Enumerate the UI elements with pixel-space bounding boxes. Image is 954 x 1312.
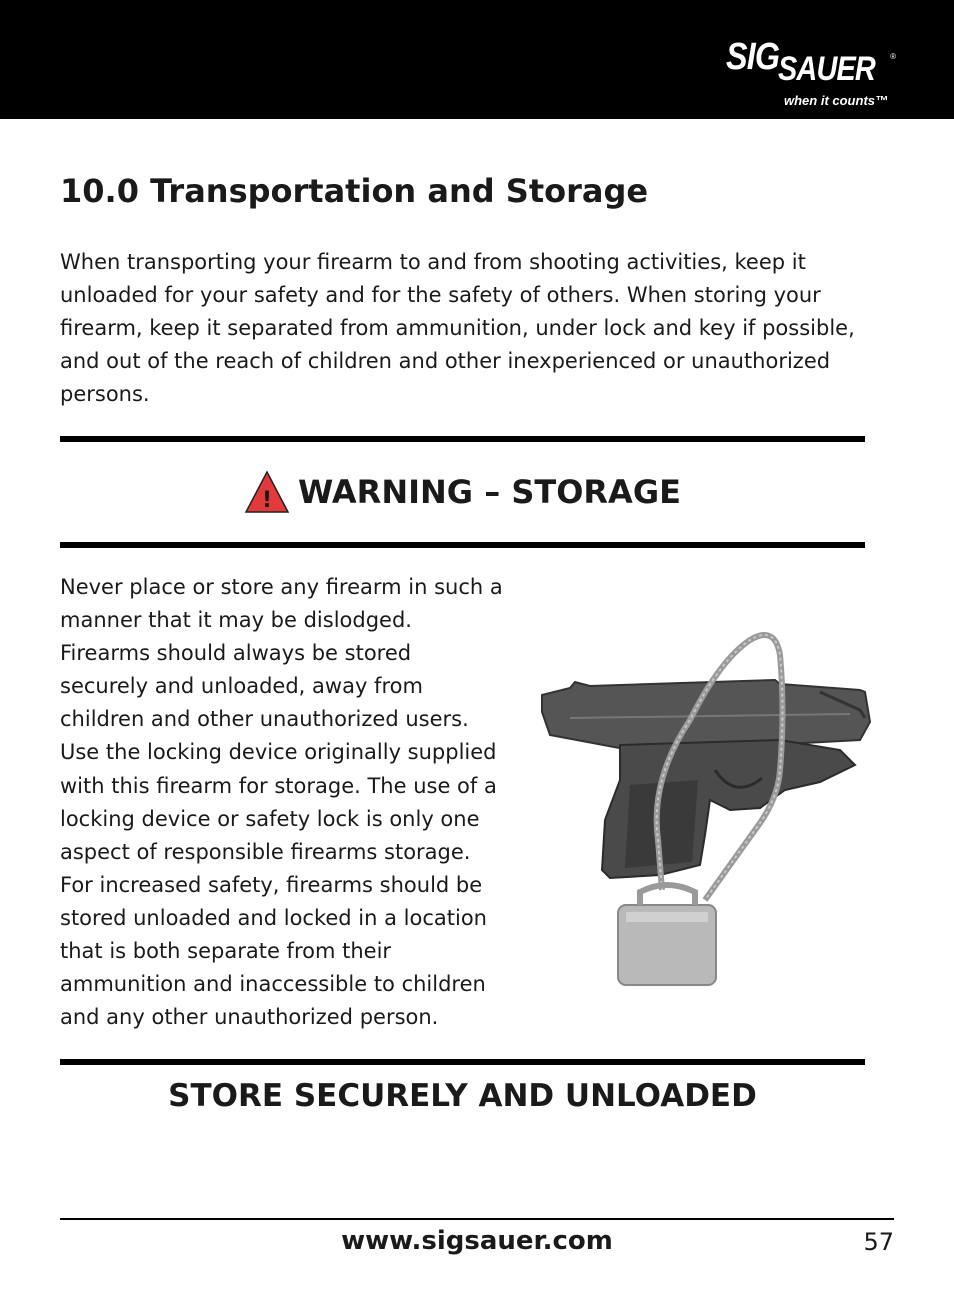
divider-bottom xyxy=(60,1059,865,1065)
page-number: 57 xyxy=(863,1228,894,1256)
intro-paragraph: When transporting your firearm to and from shooting activities, keep it unloaded for your safety and for the safety of others. When storing your firearm, keep it separated from ammunition, under lock and key if possible, and out of the reach of children and other inexperienced or unauthorized persons. xyxy=(60,250,855,406)
sig-sauer-logo xyxy=(726,36,896,108)
pistol-cable-lock-image xyxy=(530,600,880,1000)
footer-rule xyxy=(60,1218,894,1220)
warning-heading xyxy=(60,462,865,522)
logo-sig-text: SIG xyxy=(726,36,780,78)
warning-title: WARNING – STORAGE xyxy=(298,473,681,511)
page-header xyxy=(0,0,954,119)
svg-text:!: ! xyxy=(262,488,273,513)
divider-warning xyxy=(60,542,865,548)
warning-body: Never place or store any firearm in such a manner that it may be dislodged. Firearms should always be stored securely and unloaded, away from children and other unauthorized users. Use the locking device originally supplied with this firearm for storage. The use of a locking device or safety lock is only one aspect of responsible firearms storage. For increased safety, firearms should be stored unloaded and locked in a location that is both separate from their ammunition and inaccessible to children and any other unauthorized person. xyxy=(60,575,503,1030)
warning-triangle-icon xyxy=(244,470,290,514)
divider-top xyxy=(60,436,865,442)
logo-registered-mark: ® xyxy=(890,52,896,61)
section-title: 10.0 Transportation and Storage xyxy=(60,172,649,210)
logo-tagline: when it counts™ xyxy=(784,93,888,108)
store-securely-callout: STORE SECURELY AND UNLOADED xyxy=(168,1078,757,1114)
website-link[interactable]: www.sigsauer.com xyxy=(341,1226,613,1256)
logo-sauer-text: SAUER xyxy=(778,50,875,88)
